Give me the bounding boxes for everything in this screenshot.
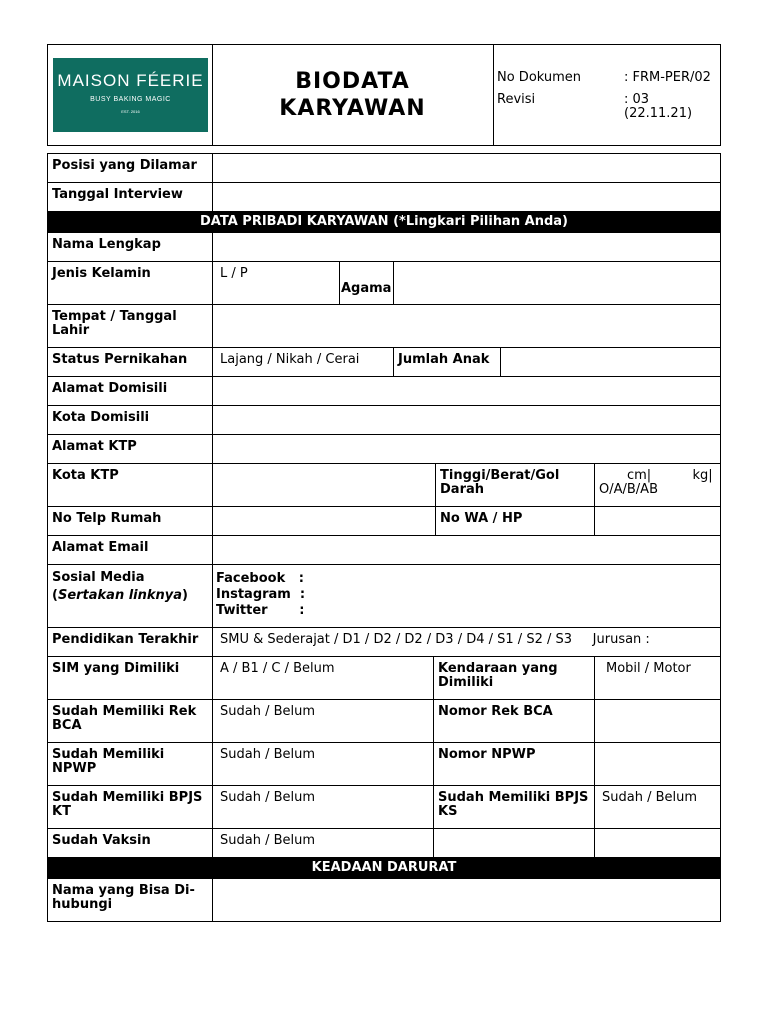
company-logo: [53, 58, 208, 132]
row-sosial-media: [47, 565, 721, 628]
label-status-pernikahan: Status Pernikahan: [52, 352, 188, 367]
row-pendidikan: [47, 628, 721, 657]
label-nama: Nama Lengkap: [52, 237, 161, 252]
input-alamat-ktp[interactable]: [212, 435, 720, 463]
label-tempat-tanggal-lahir: Tempat / Tanggal Lahir: [52, 309, 177, 338]
option-rek-bca[interactable]: Sudah / Belum: [212, 700, 433, 742]
option-kendaraan[interactable]: Mobil / Motor: [594, 657, 720, 699]
label-alamat-ktp: Alamat KTP: [52, 439, 137, 454]
input-jumlah-anak[interactable]: [500, 348, 720, 376]
row-posisi: [47, 153, 721, 183]
row-vaksin: [47, 829, 721, 858]
input-tinggi-berat-darah[interactable]: [594, 464, 720, 506]
label-tanggal-interview: Tanggal Interview: [52, 187, 183, 202]
input-agama[interactable]: [393, 262, 720, 304]
row-kontak-darurat: [47, 879, 721, 922]
row-alamat-domisili: [47, 377, 721, 406]
label-alamat-domisili: Alamat Domisili: [52, 381, 168, 396]
gol-darah-options: O/A/B/AB: [599, 482, 658, 497]
document-title-line1: BIODATA: [295, 69, 410, 94]
revision-value: : 03: [624, 92, 650, 107]
label-jumlah-anak: Jumlah Anak: [393, 348, 500, 376]
label-bpjs-kt: Sudah Memiliki BPJS KT: [52, 790, 203, 819]
label-agama: Agama: [339, 262, 393, 304]
input-tanggal-interview[interactable]: [212, 183, 720, 211]
title-cell: [212, 44, 494, 146]
input-alamat-domisili[interactable]: [212, 377, 720, 405]
section-keadaan-darurat: KEADAAN DARURAT: [47, 858, 721, 879]
row-tanggal-interview: [47, 183, 721, 212]
empty-cell-vaksin-1: [433, 829, 594, 857]
row-nama: [47, 233, 721, 262]
label-kota-domisili: Kota Domisili: [52, 410, 150, 425]
row-status-pernikahan: [47, 348, 721, 377]
row-tempat-lahir: [47, 305, 721, 348]
empty-cell-vaksin-2: [594, 829, 720, 857]
row-email: [47, 536, 721, 565]
label-telp-rumah: No Telp Rumah: [52, 511, 162, 526]
label-nomor-npwp: Nomor NPWP: [433, 743, 594, 785]
option-npwp[interactable]: Sudah / Belum: [212, 743, 433, 785]
option-vaksin[interactable]: Sudah / Belum: [212, 829, 433, 857]
revision-date: (22.11.21): [624, 106, 693, 121]
label-kontak-darurat: Nama yang Bisa Di-hubungi: [52, 883, 195, 912]
label-sosial-media: Sosial Media (Sertakan linknya): [52, 570, 188, 603]
label-pendidikan: Pendidikan Terakhir: [52, 632, 199, 647]
label-npwp: Sudah Memiliki NPWP: [52, 747, 165, 776]
input-kota-ktp[interactable]: [212, 464, 435, 506]
input-email[interactable]: [212, 536, 720, 564]
option-sim[interactable]: A / B1 / C / Belum: [212, 657, 433, 699]
option-bpjs-ks[interactable]: Sudah / Belum: [594, 786, 720, 828]
option-pendidikan[interactable]: SMU & Sederajat / D1 / D2 / D2 / D3 / D4 / S1 / S2 / S3 Jurusan :: [212, 628, 720, 656]
label-rek-bca: Sudah Memiliki Rek BCA: [52, 704, 197, 733]
sosial-media-title: Sosial Media: [52, 570, 145, 585]
label-bpjs-ks: Sudah Memiliki BPJS KS: [433, 786, 594, 828]
label-vaksin: Sudah Vaksin: [52, 833, 151, 848]
doc-no-label: No Dokumen: [497, 70, 582, 85]
row-kota-domisili: [47, 406, 721, 435]
option-bpjs-kt[interactable]: Sudah / Belum: [212, 786, 433, 828]
row-alamat-ktp: [47, 435, 721, 464]
row-bpjs: [47, 786, 721, 829]
logo-cell: [47, 44, 213, 146]
input-nomor-rek-bca[interactable]: [594, 700, 720, 742]
input-telp-rumah[interactable]: [212, 507, 435, 535]
logo-est: EST. 2016: [121, 109, 140, 114]
revision-label: Revisi: [497, 92, 536, 107]
input-wa-hp[interactable]: [594, 507, 720, 535]
label-nomor-rek-bca: Nomor Rek BCA: [433, 700, 594, 742]
section-data-pribadi: DATA PRIBADI KARYAWAN (*Lingkari Pilihan Anda): [47, 212, 721, 233]
logo-brand: MAISON FÉERIE: [57, 71, 204, 90]
option-status-pernikahan[interactable]: Lajang / Nikah / Cerai: [212, 348, 393, 376]
label-posisi: Posisi yang Dilamar: [52, 158, 197, 173]
input-kota-domisili[interactable]: [212, 406, 720, 434]
input-posisi[interactable]: [212, 154, 720, 182]
label-tinggi-berat-darah: Tinggi/Berat/Gol Darah: [435, 464, 594, 506]
input-sosial-media[interactable]: [212, 565, 720, 627]
input-nama[interactable]: [212, 233, 720, 261]
document-title-line2: KARYAWAN: [279, 96, 426, 121]
logo-tagline: BUSY BAKING MAGIC: [90, 96, 171, 103]
doc-no-value: : FRM-PER/02: [624, 70, 711, 85]
input-kontak-darurat[interactable]: [212, 879, 720, 921]
row-sim: [47, 657, 721, 700]
row-jenis-kelamin: [47, 262, 721, 305]
document-info-cell: [493, 44, 721, 146]
row-rek-bca: [47, 700, 721, 743]
input-nomor-npwp[interactable]: [594, 743, 720, 785]
label-wa-hp: No WA / HP: [435, 507, 594, 535]
row-telepon: [47, 507, 721, 536]
input-tempat-tanggal-lahir[interactable]: [212, 305, 720, 347]
label-kendaraan: Kendaraan yang Dimiliki: [433, 657, 594, 699]
label-kota-ktp: Kota KTP: [52, 468, 119, 483]
label-email: Alamat Email: [52, 540, 149, 555]
instagram-label: Instagram :: [216, 587, 306, 602]
tinggi-berat-units: cm| kg|: [627, 468, 713, 483]
label-sim: SIM yang Dimiliki: [52, 661, 180, 676]
label-jenis-kelamin: Jenis Kelamin: [52, 266, 151, 281]
option-jenis-kelamin[interactable]: L / P: [212, 262, 339, 304]
row-kota-ktp: [47, 464, 721, 507]
row-npwp: [47, 743, 721, 786]
twitter-label: Twitter :: [216, 603, 305, 618]
sosial-media-note: Sertakan linknya: [57, 588, 183, 603]
facebook-label: Facebook :: [216, 571, 305, 586]
